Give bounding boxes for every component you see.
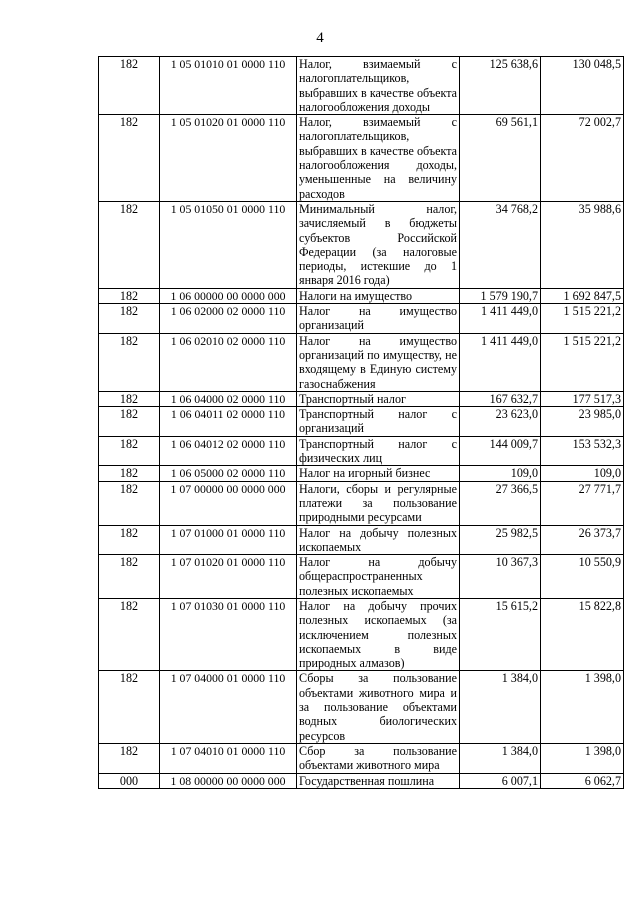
table-row bbox=[99, 671, 624, 743]
income-name-cell: Транспортный налог с физических лиц bbox=[297, 436, 460, 466]
income-name-cell: Налог на игорный бизнес bbox=[297, 466, 460, 481]
amount-year2-cell: 1 398,0 bbox=[541, 743, 624, 773]
table-body bbox=[99, 57, 624, 789]
budget-code-cell: 1 08 00000 00 0000 000 bbox=[160, 773, 297, 788]
income-name-cell: Транспортный налог с организаций bbox=[297, 407, 460, 437]
budget-code-cell: 1 06 00000 00 0000 000 bbox=[160, 288, 297, 303]
amount-year1-cell: 125 638,6 bbox=[460, 57, 541, 115]
amount-year1-cell: 109,0 bbox=[460, 466, 541, 481]
income-name-cell: Налог на имущество организаций bbox=[297, 304, 460, 334]
amount-year1-cell: 1 384,0 bbox=[460, 743, 541, 773]
admin-code-cell: 182 bbox=[99, 391, 160, 406]
table-row bbox=[99, 743, 624, 773]
amount-year2-cell: 1 515 221,2 bbox=[541, 333, 624, 391]
admin-code-cell: 182 bbox=[99, 57, 160, 115]
income-name-cell: Сборы за пользование объектами животного мира и за пользование объектами водных биологических ресурсов bbox=[297, 671, 460, 743]
admin-code-cell: 182 bbox=[99, 671, 160, 743]
admin-code-cell: 182 bbox=[99, 115, 160, 202]
admin-code-cell: 182 bbox=[99, 304, 160, 334]
budget-code-cell: 1 07 04000 01 0000 110 bbox=[160, 671, 297, 743]
budget-code-cell: 1 06 04011 02 0000 110 bbox=[160, 407, 297, 437]
amount-year2-cell: 10 550,9 bbox=[541, 555, 624, 599]
amount-year2-cell: 130 048,5 bbox=[541, 57, 624, 115]
table-row bbox=[99, 288, 624, 303]
income-name-cell: Налог на добычу полезных ископаемых bbox=[297, 525, 460, 555]
table-row bbox=[99, 304, 624, 334]
budget-code-cell: 1 07 01020 01 0000 110 bbox=[160, 555, 297, 599]
table-row bbox=[99, 391, 624, 406]
amount-year2-cell: 6 062,7 bbox=[541, 773, 624, 788]
admin-code-cell: 000 bbox=[99, 773, 160, 788]
income-name-cell: Налоги, сборы и регулярные платежи за пользование природными ресурсами bbox=[297, 481, 460, 525]
income-name-cell: Налог, взимаемый с налогоплательщиков, выбравших в качестве объекта налогообложения доходы bbox=[297, 57, 460, 115]
admin-code-cell: 182 bbox=[99, 555, 160, 599]
table-row bbox=[99, 525, 624, 555]
table-row bbox=[99, 555, 624, 599]
admin-code-cell: 182 bbox=[99, 288, 160, 303]
table-row bbox=[99, 598, 624, 670]
table-row bbox=[99, 481, 624, 525]
budget-code-cell: 1 06 05000 02 0000 110 bbox=[160, 466, 297, 481]
table-row bbox=[99, 57, 624, 115]
amount-year1-cell: 10 367,3 bbox=[460, 555, 541, 599]
amount-year1-cell: 1 579 190,7 bbox=[460, 288, 541, 303]
admin-code-cell: 182 bbox=[99, 525, 160, 555]
amount-year1-cell: 69 561,1 bbox=[460, 115, 541, 202]
revenue-table bbox=[98, 56, 624, 789]
budget-code-cell: 1 06 02000 02 0000 110 bbox=[160, 304, 297, 334]
budget-code-cell: 1 05 01010 01 0000 110 bbox=[160, 57, 297, 115]
amount-year1-cell: 34 768,2 bbox=[460, 201, 541, 288]
budget-code-cell: 1 07 04010 01 0000 110 bbox=[160, 743, 297, 773]
admin-code-cell: 182 bbox=[99, 333, 160, 391]
amount-year2-cell: 27 771,7 bbox=[541, 481, 624, 525]
amount-year1-cell: 27 366,5 bbox=[460, 481, 541, 525]
amount-year1-cell: 167 632,7 bbox=[460, 391, 541, 406]
page-number: 4 bbox=[316, 30, 324, 46]
amount-year1-cell: 1 411 449,0 bbox=[460, 333, 541, 391]
income-name-cell: Налог на добычу прочих полезных ископаемых (за исключением полезных ископаемых в виде природных алмазов) bbox=[297, 598, 460, 670]
amount-year2-cell: 1 692 847,5 bbox=[541, 288, 624, 303]
budget-code-cell: 1 07 01000 01 0000 110 bbox=[160, 525, 297, 555]
income-name-cell: Налог на имущество организаций по имуществу, не входящему в Единую систему газоснабжения bbox=[297, 333, 460, 391]
amount-year2-cell: 1 398,0 bbox=[541, 671, 624, 743]
amount-year2-cell: 26 373,7 bbox=[541, 525, 624, 555]
budget-code-cell: 1 06 04012 02 0000 110 bbox=[160, 436, 297, 466]
admin-code-cell: 182 bbox=[99, 743, 160, 773]
budget-code-cell: 1 07 01030 01 0000 110 bbox=[160, 598, 297, 670]
table-row bbox=[99, 333, 624, 391]
table-row bbox=[99, 773, 624, 788]
table-row bbox=[99, 407, 624, 437]
income-name-cell: Налоги на имущество bbox=[297, 288, 460, 303]
amount-year2-cell: 1 515 221,2 bbox=[541, 304, 624, 334]
income-name-cell: Государственная пошлина bbox=[297, 773, 460, 788]
table-row bbox=[99, 115, 624, 202]
amount-year1-cell: 15 615,2 bbox=[460, 598, 541, 670]
budget-code-cell: 1 05 01020 01 0000 110 bbox=[160, 115, 297, 202]
budget-code-cell: 1 05 01050 01 0000 110 bbox=[160, 201, 297, 288]
admin-code-cell: 182 bbox=[99, 466, 160, 481]
amount-year2-cell: 15 822,8 bbox=[541, 598, 624, 670]
amount-year1-cell: 6 007,1 bbox=[460, 773, 541, 788]
amount-year2-cell: 177 517,3 bbox=[541, 391, 624, 406]
table-row bbox=[99, 201, 624, 288]
admin-code-cell: 182 bbox=[99, 436, 160, 466]
amount-year2-cell: 35 988,6 bbox=[541, 201, 624, 288]
amount-year2-cell: 72 002,7 bbox=[541, 115, 624, 202]
amount-year2-cell: 23 985,0 bbox=[541, 407, 624, 437]
table-row bbox=[99, 466, 624, 481]
budget-code-cell: 1 06 02010 02 0000 110 bbox=[160, 333, 297, 391]
amount-year2-cell: 109,0 bbox=[541, 466, 624, 481]
admin-code-cell: 182 bbox=[99, 201, 160, 288]
amount-year1-cell: 25 982,5 bbox=[460, 525, 541, 555]
amount-year1-cell: 1 384,0 bbox=[460, 671, 541, 743]
amount-year1-cell: 1 411 449,0 bbox=[460, 304, 541, 334]
amount-year1-cell: 23 623,0 bbox=[460, 407, 541, 437]
table-row bbox=[99, 436, 624, 466]
admin-code-cell: 182 bbox=[99, 481, 160, 525]
income-name-cell: Транспортный налог bbox=[297, 391, 460, 406]
admin-code-cell: 182 bbox=[99, 407, 160, 437]
income-name-cell: Налог, взимаемый с налогоплательщиков, выбравших в качестве объекта налогообложения доходы, уменьшенные на величину расходов bbox=[297, 115, 460, 202]
amount-year2-cell: 153 532,3 bbox=[541, 436, 624, 466]
income-name-cell: Налог на добычу общераспространенных полезных ископаемых bbox=[297, 555, 460, 599]
admin-code-cell: 182 bbox=[99, 598, 160, 670]
budget-code-cell: 1 06 04000 02 0000 110 bbox=[160, 391, 297, 406]
income-name-cell: Сбор за пользование объектами животного мира bbox=[297, 743, 460, 773]
income-name-cell: Минимальный налог, зачисляемый в бюджеты субъектов Российской Федерации (за налоговые периоды, истекшие до 1 января 2016 года) bbox=[297, 201, 460, 288]
amount-year1-cell: 144 009,7 bbox=[460, 436, 541, 466]
budget-code-cell: 1 07 00000 00 0000 000 bbox=[160, 481, 297, 525]
